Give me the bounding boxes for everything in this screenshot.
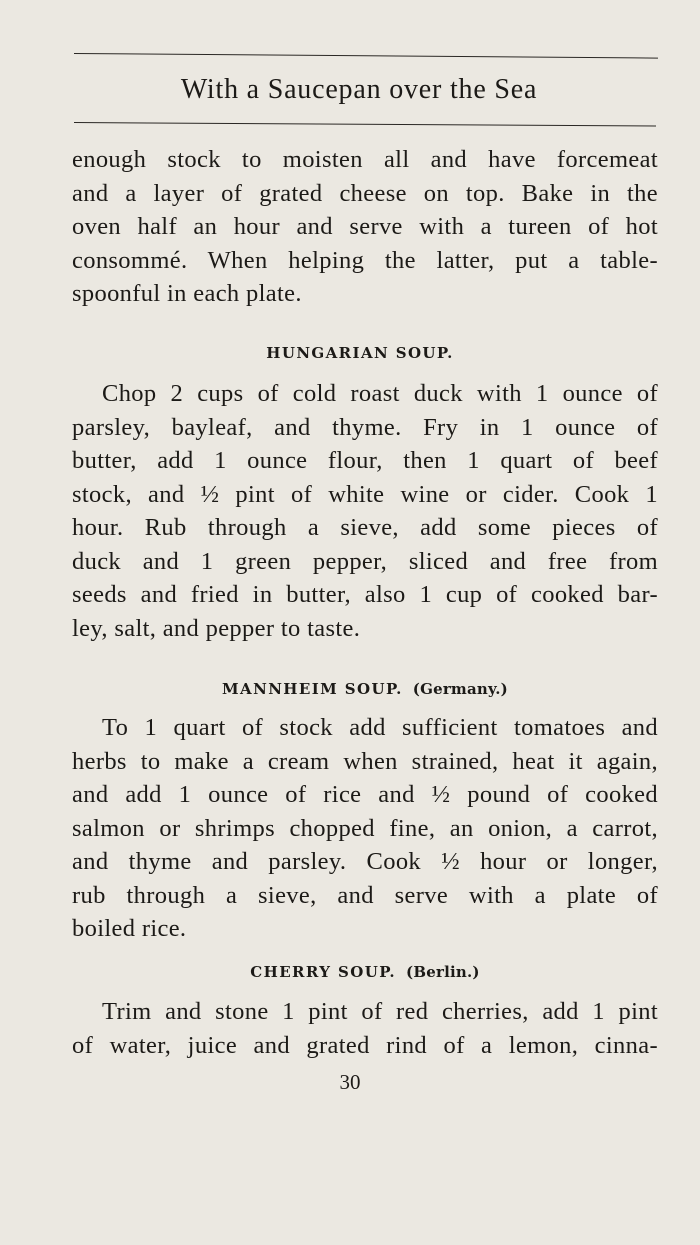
recipe-heading-mannheim-soup	[72, 677, 658, 701]
text-line: duck and 1 green pepper, sliced and free from	[72, 547, 658, 575]
recipe-heading-cherry-soup	[72, 960, 658, 984]
recipe-title: MANNHEIM SOUP.	[222, 680, 403, 698]
text-line: of water, juice and grated rind of a lemon, cinna-	[72, 1031, 658, 1059]
recipe-origin: (Berlin.)	[406, 963, 480, 981]
text-line: butter, add 1 ounce flour, then 1 quart of beef	[72, 447, 658, 474]
text-line: Chop 2 cups of cold roast duck with 1 ounce of	[102, 380, 658, 407]
text-line: salmon or shrimps chopped fine, an onion, a carrot,	[72, 814, 658, 842]
text-line: enough stock to moisten all and have forcemeat	[72, 146, 658, 173]
text-line: parsley, bayleaf, and thyme. Fry in 1 ounce of	[72, 413, 658, 441]
recipe-text-mannheim-soup	[72, 711, 658, 946]
header-bottom-rule	[74, 122, 656, 127]
text-line: and a layer of grated cheese on top. Bake in the	[72, 179, 658, 207]
text-line: rub through a sieve, and serve with a plate of	[72, 881, 658, 909]
text-line: Trim and stone 1 pint of red cherries, add 1 pint	[102, 998, 658, 1025]
page-number: 30	[339, 1070, 361, 1094]
recipe-heading-hungarian-soup	[72, 341, 658, 365]
text-line: oven half an hour and serve with a tureen of hot	[72, 213, 658, 240]
continued-recipe-text	[72, 143, 658, 311]
text-line: spoonful in each plate.	[72, 280, 302, 307]
text-line: stock, and ½ pint of white wine or cider. Cook 1	[72, 480, 658, 508]
text-line: seeds and fried in butter, also 1 cup of cooked bar-	[72, 581, 658, 608]
text-line: herbs to make a cream when strained, heat it again,	[72, 747, 658, 775]
header-top-rule	[74, 53, 658, 59]
recipe-origin: (Germany.)	[412, 680, 508, 698]
running-head: With a Saucepan over the Sea	[180, 74, 538, 105]
recipe-title: HUNGARIAN SOUP.	[266, 344, 454, 362]
text-line: boiled rice.	[72, 915, 187, 942]
recipe-text-cherry-soup	[72, 995, 658, 1062]
text-line: and thyme and parsley. Cook ½ hour or longer,	[72, 848, 658, 875]
recipe-text-hungarian-soup	[72, 377, 658, 645]
text-line: consommé. When helping the latter, put a table-	[72, 246, 658, 274]
text-line: To 1 quart of stock add sufficient tomatoes and	[102, 714, 658, 741]
text-line: hour. Rub through a sieve, add some pieces of	[72, 514, 658, 541]
text-line: ley, salt, and pepper to taste.	[72, 614, 361, 642]
text-line: and add 1 ounce of rice and ½ pound of cooked	[72, 781, 658, 808]
recipe-title: CHERRY SOUP.	[250, 963, 397, 981]
